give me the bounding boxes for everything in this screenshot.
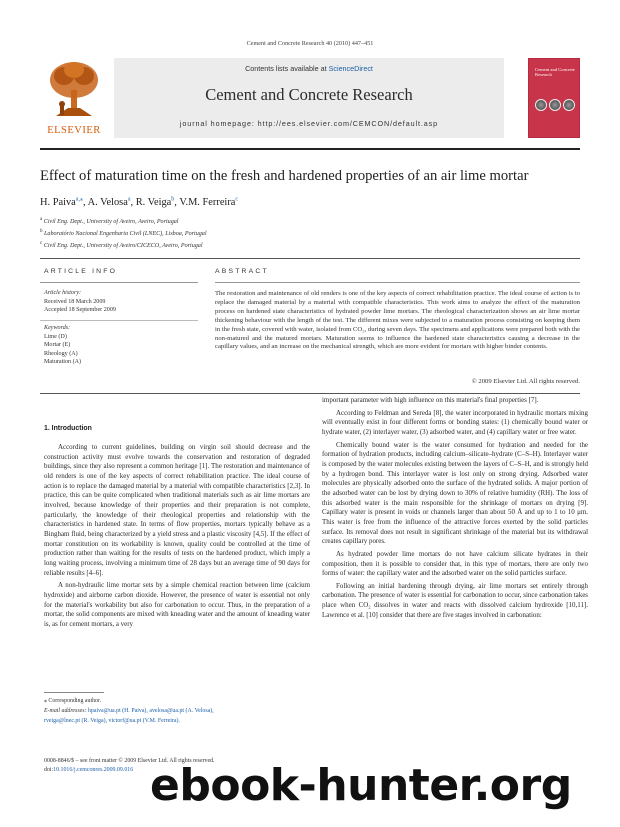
running-head: Cement and Concrete Research 40 (2010) 447–451 <box>246 40 374 47</box>
keywords-block <box>44 324 194 367</box>
article-history <box>44 289 194 315</box>
contents-line <box>114 64 504 73</box>
paragraph: A non-hydraulic lime mortar sets by a simple chemical reaction between lime (calcium hydroxide) and airborne carbon dioxide. However, the presence of water is essential not only for the material's workability but also for carbonation to occur. Thus, in the preparation of a mortar, the solid components are mixed with kneading water and the amount of kneading water is, as for cement mortars, a very <box>44 581 310 628</box>
article-title: Effect of maturation time on the fresh and hardened properties of an air lime mortar <box>40 168 529 184</box>
abstract-text: The restoration and maintenance of old renders is one of the key aspects of correct rehabilitation practice. The ideal course of action is to replace the damaged material by a material with compatible characteristics. This work aims to analyze the effect of the maturation process on hardened state characteristics of hydrated powder lime mortars. The rheological characterization shows an air lime mortar thickening behaviour with the length of the test. The different mixes were subjected to a maturation process consisting on keeping them in the fresh state, covered with water, isolated from CO₂, during seven days. The specimens and applications were prepared both with the non-matured and the matured mortars. Maturation seems to influence the hardened state characteristics causing a decrease in the capillary values, and an increase on the mechanical strength, which are more evident for mortars with higher binder contents. <box>215 290 580 351</box>
contents-prefix: Contents lists available at <box>245 64 329 73</box>
doi-link[interactable]: 10.1016/j.cemconres.2009.09.016 <box>53 767 134 773</box>
author-2: A. Velosa$^a$, <box>87 197 136 209</box>
email-links-1[interactable]: hpaiva@ua.pt (H. Paiva), avelosa@ua.pt (A. Velosa), <box>87 707 214 714</box>
received-date: Received 18 March 2009 <box>44 298 106 305</box>
introduction-heading: 1. Introduction <box>44 425 92 432</box>
cover-title: Cement and Concrete Research <box>535 67 575 78</box>
paragraph: According to Feldman and Sereda [8], the water incorporated in hydraulic mortars mixing will eventually exist in four different forms or bonding states: (1) chemically bound water or hydrate water, (2) interlayer water, (3) adsorbed water, and (4) capillary water or free water. <box>322 408 588 436</box>
abstract-rule <box>215 282 580 283</box>
elsevier-logo <box>40 58 108 138</box>
keyword: Mortar (E) <box>44 342 71 349</box>
keyword: Lime (D) <box>44 333 67 340</box>
email-line-2[interactable]: rveiga@lnec.pt (R. Veiga), victorf@ua.pt (V.M. Ferreira). <box>44 717 180 724</box>
info-separator <box>40 320 198 321</box>
corresponding-author-note: ⁎ Corresponding author. <box>44 698 102 704</box>
elsevier-wordmark: ELSEVIER <box>47 125 101 136</box>
homepage-url[interactable]: http://ees.elsevier.com/CEMCON/default.asp <box>257 119 439 128</box>
accepted-date: Accepted 18 September 2009 <box>44 307 116 314</box>
journal-header <box>40 58 580 138</box>
abstract-copyright: © 2009 Elsevier Ltd. All rights reserved. <box>471 378 580 385</box>
author-4: V.M. Ferreira$^c$ <box>179 197 239 209</box>
footnote-rule <box>44 692 104 693</box>
affiliation-a: $^a$ Civil Eng. Dept., University of Aveiro, Aveiro, Portugal <box>40 217 179 226</box>
paragraph: As hydrated powder lime mortars do not have calcium silicate hydrates in their composition, then it is possible to consider that, in this type of mortars, there are only two forms of water: the capillary water and the adsorbed water on the solid particles surface. <box>322 549 588 578</box>
abstract-bottom-rule <box>40 393 580 394</box>
affiliation-b: $^b$ Laboratório Nacional Engenharia Civil (LNEC), Lisboa, Portugal <box>40 229 207 238</box>
history-label: Article history: <box>44 290 82 296</box>
journal-banner <box>114 58 504 138</box>
cover-image-3 <box>563 99 575 111</box>
footnotes <box>44 697 284 726</box>
affiliations <box>40 215 580 251</box>
article-info-rule <box>40 282 198 283</box>
cover-image-2 <box>549 99 561 111</box>
right-column <box>322 396 588 623</box>
author-1: H. Paiva$^{a,⁎}$, <box>40 197 88 209</box>
keyword: Rheology (A) <box>44 350 78 357</box>
issn-line: 0008-8846/$ – see front matter © 2009 Elsevier Ltd. All rights reserved. <box>44 758 215 764</box>
sciencedirect-link[interactable]: ScienceDirect <box>328 64 373 73</box>
homepage-prefix: journal homepage: <box>179 119 258 128</box>
keywords-label: Keywords: <box>44 325 71 331</box>
abstract-heading: ABSTRACT <box>215 268 269 275</box>
homepage-line <box>114 119 504 128</box>
paragraph: Chemically bound water is the water consumed for hydration and needed for the formation of hydration products, including calcium–silicate–hydrate (C–S–H). Interlayer water is composed by the water molecules existing between the layers of C–S–H, and is strongly held by a hydrogen bond. This interlayer water is lost only on strong drying. Adsorbed water molecules are physically adsorbed onto the surface of the hydrated solids. A major portion of the adsorbed water can be lost by drying down to 30% of relative humidity (RH). The loss of this adsorbed water is the main responsible for the shrinkage of mortars on drying [9]. Capillary water is present in voids or channels larger than about 50 Å and up to 1 to 10 μm. This water is free from the influence of the attractive forces exerted by the solid particles surface. Its removal does not result in significant shrinkage of the material but its withdrawal creates capillary pores. <box>322 440 588 546</box>
left-column <box>44 443 310 632</box>
affiliation-c: $^c$ Civil Eng. Dept., University of Aveiro/CICECO, Aveiro, Portugal <box>40 241 203 250</box>
watermark: ebook-hunter.org <box>150 760 572 811</box>
cover-image-1 <box>535 99 547 111</box>
journal-title: Cement and Concrete Research <box>205 85 413 104</box>
paragraph: important parameter with high influence on this material's final properties [7]. <box>322 396 539 404</box>
header-rule <box>40 148 580 150</box>
authors <box>40 196 580 208</box>
keyword: Maturation (A) <box>44 359 82 366</box>
email-line-1: E-mail addresses: hpaiva@ua.pt (H. Paiva), avelosa@ua.pt (A. Velosa), <box>44 707 214 714</box>
elsevier-tree-icon <box>48 60 100 118</box>
doi-line: doi:10.1016/j.cemconres.2009.09.016 <box>44 767 134 773</box>
paragraph: According to current guidelines, building on virgin soil should decrease and the construction activity must evolve towards the conservation and restoration of degraded buildings, since they also represent a common heritage [1]. The restoration and maintenance of old renders is one of the key aspects of correct rehabilitation practice. The ideal course of action is to replace the damaged material by a material with compatible characteristics [2,3]. In practice, this can be quite complicated when traditional materials such as air lime mortars are involved, because knowledge of their properties and their preparation is not complete, particularly, the knowledge of their rheological properties and relationship with the characteristics in hardened state. In terms of flow properties, mortars typically behave as a Bingham fluid, being characterized by a yield stress and a plastic viscosity [4,5]. If the effect of mortar constitution on its workability is known, quality could be controlled at the time of production rather than waiting for the results of tests on the hardened product, which imply a long waiting process, involving a minimum time of 28 days but an average time of 90 days for reliable results [4–6]. <box>44 443 310 577</box>
article-info-heading: ARTICLE INFO <box>44 268 118 275</box>
section-rule <box>40 258 580 259</box>
author-3: R. Veiga$^b$, <box>135 197 180 209</box>
paragraph: Following an initial hardening through drying, air lime mortars set entirely through carbonation. The presence of water is essential for carbonation to occur, since carbonation takes place when CO₂ dissolves in water and reacts with dissolved calcium hydroxide [10,11]. Lawrence et al. [10] consider that there are five stages involved in carbonation: <box>322 581 589 619</box>
journal-cover <box>528 58 580 138</box>
